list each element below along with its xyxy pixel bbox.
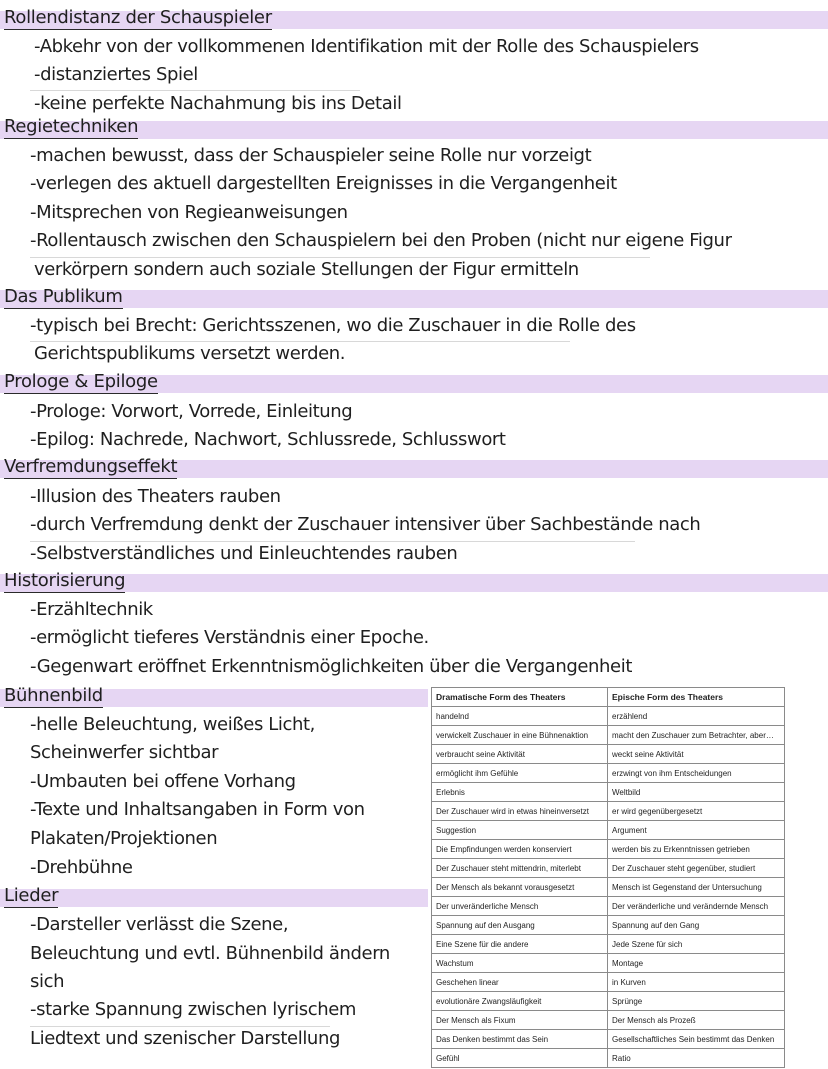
- table-header-row: [432, 688, 785, 707]
- note-line: -typisch bei Brecht: Gerichtsszenen, wo die Zuschauer in die Rolle des: [30, 315, 636, 336]
- heading-verfremdungseffekt: Verfremdungseffekt: [4, 456, 178, 477]
- table-cell: in Kurven: [608, 973, 785, 992]
- note-line: Gerichtspublikums versetzt werden.: [34, 343, 346, 364]
- note-line: verkörpern sondern auch soziale Stellungen der Figur ermitteln: [34, 259, 579, 280]
- table-cell: Der unveränderliche Mensch: [432, 897, 608, 916]
- table-cell: Gesellschaftliches Sein bestimmt das Denken: [608, 1030, 785, 1049]
- table-cell: Der Mensch als Fixum: [432, 1011, 608, 1030]
- note-line: -Texte und Inhaltsangaben in Form von: [30, 799, 365, 820]
- table-cell: Sprünge: [608, 992, 785, 1011]
- table-cell: verwickelt Zuschauer in eine Bühnenaktion: [432, 726, 608, 745]
- heading-prologe-epiloge: Prologe & Epiloge: [4, 371, 158, 392]
- comparison-table: [431, 687, 785, 1068]
- table-cell: erzählend: [608, 707, 785, 726]
- table-row: [432, 1030, 785, 1049]
- table-row: [432, 745, 785, 764]
- heading-rollendistanz: Rollendistanz der Schauspieler: [4, 7, 272, 28]
- table-cell: Der Mensch als bekannt vorausgesetzt: [432, 878, 608, 897]
- note-line: -Darsteller verlässt die Szene,: [30, 914, 289, 935]
- table-cell: Der Zuschauer wird in etwas hineinversetzt: [432, 802, 608, 821]
- table-cell: Das Denken bestimmt das Sein: [432, 1030, 608, 1049]
- table-row: [432, 859, 785, 878]
- note-line: -helle Beleuchtung, weißes Licht,: [30, 714, 315, 735]
- table-cell: Der Zuschauer steht mittendrin, miterlebt: [432, 859, 608, 878]
- note-line: -Prologe: Vorwort, Vorrede, Einleitung: [30, 401, 353, 422]
- table-cell: evolutionäre Zwangsläufigkeit: [432, 992, 608, 1011]
- note-line: -Illusion des Theaters rauben: [30, 486, 281, 507]
- table-cell: weckt seine Aktivität: [608, 745, 785, 764]
- note-line: -Epilog: Nachrede, Nachwort, Schlussrede, Schlusswort: [30, 429, 506, 450]
- heading-lieder: Lieder: [4, 885, 59, 906]
- table-cell: Ratio: [608, 1049, 785, 1068]
- table-row: [432, 897, 785, 916]
- note-line: -starke Spannung zwischen lyrischem: [30, 999, 357, 1020]
- table-row: [432, 916, 785, 935]
- note-line: Plakaten/Projektionen: [30, 828, 218, 849]
- table-cell: erzwingt von ihm Entscheidungen: [608, 764, 785, 783]
- table-row: [432, 726, 785, 745]
- table-row: [432, 878, 785, 897]
- table-cell: Geschehen linear: [432, 973, 608, 992]
- note-line: -distanziertes Spiel: [34, 64, 198, 85]
- note-line: -Rollentausch zwischen den Schauspielern bei den Proben (nicht nur eigene Figur: [30, 230, 732, 251]
- note-line: -Gegenwart eröffnet Erkenntnismöglichkeiten über die Vergangenheit: [30, 656, 632, 677]
- note-line: -keine perfekte Nachahmung bis ins Detail: [34, 93, 402, 114]
- heading-buehnenbild: Bühnenbild: [4, 685, 103, 706]
- table-cell: ermöglicht ihm Gefühle: [432, 764, 608, 783]
- note-line: -durch Verfremdung denkt der Zuschauer intensiver über Sachbestände nach: [30, 514, 701, 535]
- note-line: Beleuchtung und evtl. Bühnenbild ändern: [30, 943, 390, 964]
- table-cell: Der veränderliche und verändernde Mensch: [608, 897, 785, 916]
- note-line: -Umbauten bei offene Vorhang: [30, 771, 296, 792]
- table-row: [432, 992, 785, 1011]
- table-cell: Mensch ist Gegenstand der Untersuchung: [608, 878, 785, 897]
- table-row: [432, 783, 785, 802]
- table-row: [432, 1011, 785, 1030]
- note-line: -ermöglicht tieferes Verständnis einer Epoche.: [30, 627, 429, 648]
- ruled-line: [30, 1026, 330, 1027]
- table-row: [432, 802, 785, 821]
- note-line: -Erzähltechnik: [30, 599, 153, 620]
- table-cell: Spannung auf den Gang: [608, 916, 785, 935]
- table-cell: Der Zuschauer steht gegenüber, studiert: [608, 859, 785, 878]
- column-header: Epische Form des Theaters: [608, 688, 785, 707]
- table-cell: Erlebnis: [432, 783, 608, 802]
- note-line: sich: [30, 971, 65, 992]
- note-line: Liedtext und szenischer Darstellung: [30, 1028, 340, 1049]
- table-cell: er wird gegenübergesetzt: [608, 802, 785, 821]
- ruled-line: [30, 257, 650, 258]
- note-line: -machen bewusst, dass der Schauspieler seine Rolle nur vorzeigt: [30, 145, 592, 166]
- table-cell: Gefühl: [432, 1049, 608, 1068]
- table-cell: Weltbild: [608, 783, 785, 802]
- heading-highlight: [0, 889, 428, 907]
- note-line: -Selbstverständliches und Einleuchtendes rauben: [30, 543, 458, 564]
- table-row: [432, 1049, 785, 1068]
- table-cell: Die Empfindungen werden konserviert: [432, 840, 608, 859]
- table-row: [432, 840, 785, 859]
- table-cell: Eine Szene für die andere: [432, 935, 608, 954]
- table-cell: Wachstum: [432, 954, 608, 973]
- table-cell: Spannung auf den Ausgang: [432, 916, 608, 935]
- note-line: -verlegen des aktuell dargestellten Ereignisses in die Vergangenheit: [30, 173, 617, 194]
- table-cell: werden bis zu Erkenntnissen getrieben: [608, 840, 785, 859]
- table-row: [432, 707, 785, 726]
- heading-highlight: [0, 290, 828, 308]
- note-line: -Drehbühne: [30, 857, 133, 878]
- table-row: [432, 935, 785, 954]
- table-row: [432, 973, 785, 992]
- column-header: Dramatische Form des Theaters: [432, 688, 608, 707]
- table-cell: Suggestion: [432, 821, 608, 840]
- ruled-line: [30, 541, 635, 542]
- table-cell: verbraucht seine Aktivität: [432, 745, 608, 764]
- table-cell: Argument: [608, 821, 785, 840]
- table-cell: Jede Szene für sich: [608, 935, 785, 954]
- note-line: Scheinwerfer sichtbar: [30, 742, 219, 763]
- table-row: [432, 954, 785, 973]
- table-cell: Montage: [608, 954, 785, 973]
- ruled-line: [30, 90, 360, 91]
- ruled-line: [30, 341, 570, 342]
- table-cell: Der Mensch als Prozeß: [608, 1011, 785, 1030]
- table-cell: handelnd: [432, 707, 608, 726]
- note-line: -Mitsprechen von Regieanweisungen: [30, 202, 348, 223]
- heading-historisierung: Historisierung: [4, 570, 126, 591]
- table-cell: macht den Zuschauer zum Betrachter, aber…: [608, 726, 785, 745]
- heading-publikum: Das Publikum: [4, 286, 123, 307]
- table-row: [432, 764, 785, 783]
- table-row: [432, 821, 785, 840]
- heading-regietechniken: Regietechniken: [4, 116, 139, 137]
- note-line: -Abkehr von der vollkommenen Identifikation mit der Rolle des Schauspielers: [34, 36, 699, 57]
